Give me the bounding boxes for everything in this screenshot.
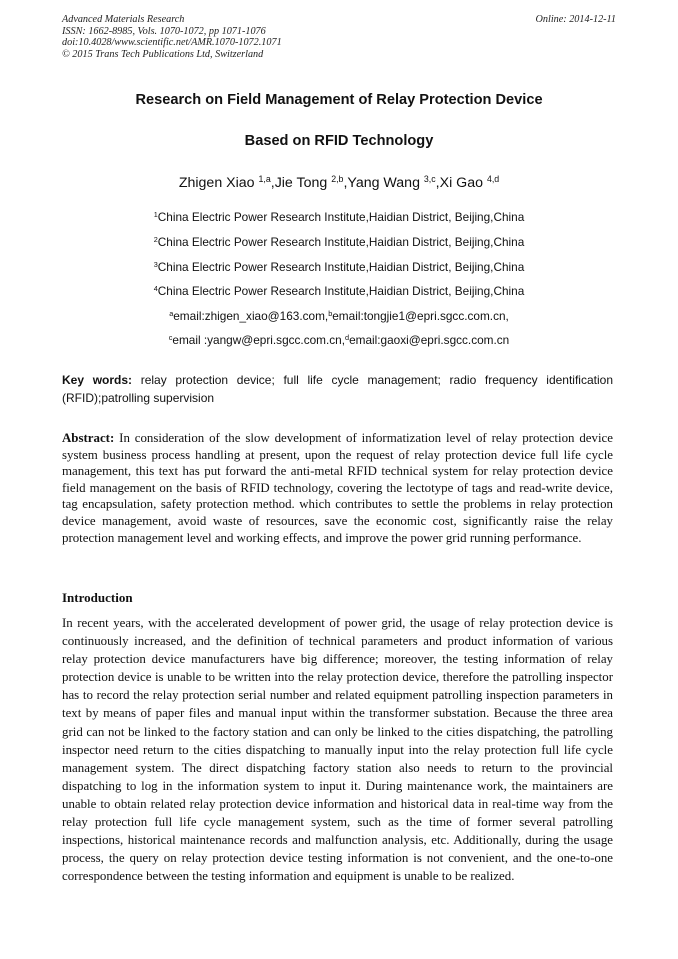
email-address: email:gaoxi@epri.sgcc.com.cn <box>349 333 510 347</box>
email-address: email :yangw@epri.sgcc.com.cn, <box>172 333 346 347</box>
affiliation-mark: 1 <box>153 209 158 219</box>
email-address: email:tongjie1@epri.sgcc.com.cn, <box>332 309 509 323</box>
affiliation-mark: 2 <box>153 234 158 244</box>
keywords-text: relay protection device; full life cycle management; radio frequency identification (RFID);patrolling supervision <box>62 373 613 405</box>
issn-line: ISSN: 1662-8985, Vols. 1070-1072, pp 1071-1076 <box>62 25 266 37</box>
abstract-paragraph <box>62 430 613 546</box>
introduction-heading: Introduction <box>62 590 133 605</box>
affiliation-1 <box>62 210 616 224</box>
author-name: Jie Tong <box>274 175 332 191</box>
paper-title-line-1: Research on Field Management of Relay Protection Device <box>135 92 543 108</box>
author-name: Xi Gao <box>439 175 487 191</box>
author-affiliation-mark: 1,a <box>258 174 271 185</box>
keywords-label: Key words: <box>62 373 133 387</box>
copyright-line: © 2015 Trans Tech Publications Ltd, Switzerland <box>62 48 264 60</box>
email-line-1 <box>62 309 616 323</box>
affiliation-text: China Electric Power Research Institute,Haidian District, Beijing,China <box>157 260 525 274</box>
introduction-paragraph: In recent years, with the accelerated development of power grid, the usage of relay protection device is continuously increased, and the definition of technical parameters and product information of various relay protection device manufacturers have big difference; moreover, the testing information of relay protection device is unable to be written into the relay protection device, therefore the patrolling inspector has to record the relay protection serial number and related equipment patrolling inspection parameters in text by means of paper files and manual input within the transformer substation. Because the three area grid can not be linked to the factory station and can only be linked to the cities dispatching, the patrolling inspector need return to the cities dispatching to manually input into the relay protection full life cycle management system. The direct dispatching factory station also needs to return to the provincial dispatching to log in the information system to input it. During maintenance work, the maintainers are unable to obtain related relay protection device information and historical data in real-time way from the relay protection full life cycle management system, such as the time of former several patrolling inspections, historical maintenance records and malfunction analysis, etc. Additionally, during the usage process, the query on relay protection device testing information is not convenient, and the one-to-one correspondence between the testing information and equipment is unable to be realized. <box>62 616 613 884</box>
author-name: Zhigen Xiao <box>178 175 259 191</box>
author-list <box>62 175 616 191</box>
affiliation-mark: 4 <box>153 283 158 293</box>
email-address: email:zhigen_xiao@163.com, <box>173 309 329 323</box>
email-mark: b <box>328 308 333 318</box>
affiliation-text: China Electric Power Research Institute,Haidian District, Beijing,China <box>157 284 525 298</box>
keywords-paragraph <box>62 372 613 407</box>
email-mark: a <box>169 308 174 318</box>
online-date: Online: 2014-12-11 <box>535 14 616 25</box>
author-affiliation-mark: 3,c <box>423 174 436 185</box>
doi-line: doi:10.4028/www.scientific.net/AMR.1070-1072.1071 <box>62 37 282 49</box>
affiliation-mark: 3 <box>153 259 158 269</box>
author-separator: , <box>270 175 275 191</box>
affiliation-3 <box>62 260 616 274</box>
journal-header <box>62 14 616 60</box>
affiliation-text: China Electric Power Research Institute,Haidian District, Beijing,China <box>157 210 525 224</box>
affiliation-2 <box>62 235 616 249</box>
abstract-label: Abstract: <box>62 431 115 445</box>
author-name: Yang Wang <box>347 175 424 191</box>
author-separator: , <box>343 175 348 191</box>
author-affiliation-mark: 4,d <box>486 174 500 185</box>
affiliation-4 <box>62 284 616 298</box>
author-separator: , <box>435 175 440 191</box>
email-mark: c <box>168 332 173 342</box>
email-line-2 <box>62 333 616 347</box>
email-mark: d <box>345 332 350 342</box>
author-affiliation-mark: 2,b <box>331 174 344 185</box>
affiliation-text: China Electric Power Research Institute,Haidian District, Beijing,China <box>157 235 525 249</box>
abstract-text: In consideration of the slow development of informatization level of relay protection device system business process handling at present, upon the request of relay protection device full life cycle management, this text has put forward the anti-metal RFID technical system for relay protection device field management on the basis of RFID technology, covering the lectotype of tags and read-write device, tag encapsulation, safety protection method. which contributes to settle the problems in relay protection device management, avoid waste of resources, save the economic cost, significantly raise the relay protection management level and working effects, and improve the power grid running performance. <box>62 431 613 545</box>
journal-name: Advanced Materials Research <box>62 14 185 25</box>
paper-title-line-2: Based on RFID Technology <box>244 133 434 149</box>
